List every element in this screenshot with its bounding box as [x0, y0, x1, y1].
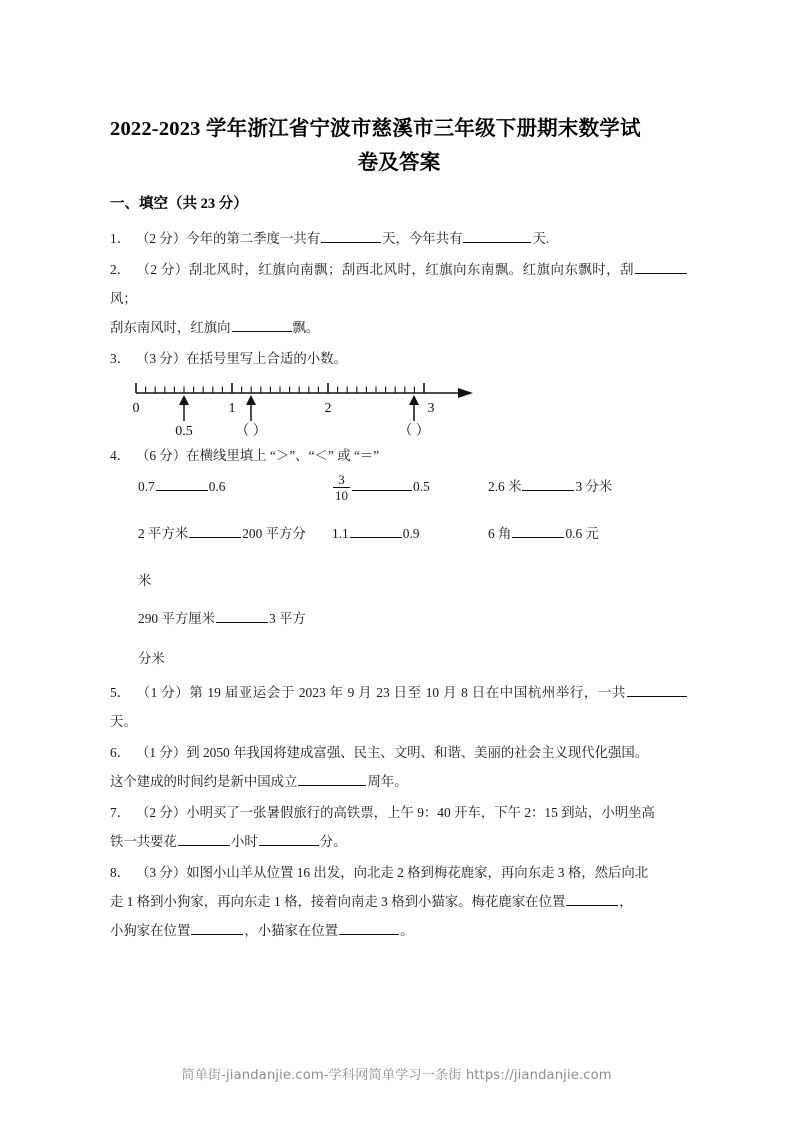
tick-label-2: 2: [324, 401, 332, 416]
comparison-2-3-right: 0.6 元: [565, 526, 599, 541]
question-1: [110, 224, 688, 253]
question-7-blank-1[interactable]: [178, 831, 230, 846]
page-title-line-1: 2022-2023 学年浙江省宁波市慈溪市三年级下册期末数学试: [110, 118, 641, 140]
question-5-points: （1 分）: [136, 685, 190, 700]
question-2-text-part-2: 风；: [110, 291, 137, 306]
comparison-1-1-blank[interactable]: [156, 476, 208, 491]
comparison-2-2-left: 1.1: [332, 526, 349, 541]
question-2-text-part-4: 飘。: [292, 320, 320, 335]
question-6-text-part-2: 这个建成的时间约是新中国成立: [110, 774, 298, 789]
comparison-1-3-blank[interactable]: [522, 476, 574, 491]
question-2-number: 2．: [110, 262, 131, 277]
comparison-2-2-right: 0.9: [402, 526, 420, 541]
tick-label-1: 1: [228, 401, 236, 416]
comparison-cell-3-1: [138, 604, 306, 633]
comparison-cell-1-3: [488, 472, 612, 501]
question-6: [110, 738, 688, 796]
comparison-2-1-right: 200 平方分: [242, 526, 306, 541]
comparison-2-1-tail: 米: [138, 573, 152, 588]
pointer-arrow-0.5: [179, 395, 189, 421]
question-5-text-part-2: 天。: [110, 714, 137, 729]
question-8-blank-2[interactable]: [191, 920, 243, 935]
question-1-points: （2 分）: [136, 231, 187, 246]
question-8-number: 8．: [110, 865, 131, 880]
comparison-1-3-left: 2.6 米: [488, 479, 522, 494]
question-8-points: （3 分）: [136, 865, 187, 880]
pointer-label-blank-2: （ ）: [398, 424, 430, 439]
question-8-blank-3[interactable]: [339, 920, 399, 935]
comparison-1-3-right: 3 分米: [575, 479, 613, 494]
comparison-1-2-right: 0.5: [413, 479, 430, 494]
comparison-row-3-overflow: [110, 644, 688, 678]
fraction-three-tenths: [333, 472, 350, 503]
comparison-row-2: [110, 519, 688, 566]
question-4-text: 在横线里填上 “＞”、“＜” 或 “＝”: [186, 448, 380, 463]
question-2-points: （2 分）: [136, 262, 189, 277]
pointer-arrow-blank-1: [246, 395, 256, 421]
comparison-2-1-blank[interactable]: [189, 523, 241, 538]
question-1-text-part-1: 今年的第二季度一共有: [186, 231, 321, 246]
question-1-blank-2[interactable]: [463, 228, 531, 243]
question-8-text-part-6: 。: [400, 923, 414, 938]
question-3: [110, 344, 688, 373]
comparison-2-2-blank[interactable]: [350, 523, 402, 538]
pointer-label-0.5: 0.5: [175, 424, 193, 439]
question-2: [110, 255, 688, 342]
comparison-1-2-blank[interactable]: [352, 476, 412, 491]
question-4-number: 4．: [110, 448, 131, 463]
question-1-text-part-2: 天，今年共有: [382, 231, 463, 246]
comparison-3-1-tail: 分米: [138, 651, 165, 666]
question-1-blank-1[interactable]: [321, 228, 381, 243]
fraction-denominator: 10: [335, 488, 348, 503]
question-8-text-part-1: 如图小山羊从位置 16 出发，向北走 2 格到梅花鹿家，再向东走 3 格，然后向北: [186, 865, 649, 880]
question-6-text-part-3: 周年。: [367, 774, 408, 789]
question-2-blank-1[interactable]: [635, 259, 687, 274]
comparison-3-1-right: 3 平方: [269, 611, 306, 626]
question-7-points: （2 分）: [136, 805, 187, 820]
footer-watermark: 简单街-jiandanjie.com-学科网简单学习一条街 https://jiandanjie.com: [181, 1068, 612, 1083]
comparison-row-2-overflow: [110, 566, 688, 604]
question-8: [110, 858, 688, 945]
minor-ticks: [146, 387, 415, 394]
page-title-line-2: 卷及答案: [357, 152, 441, 174]
comparison-cell-1-1: [138, 472, 226, 501]
section-heading: 一、填空（共 23 分）: [110, 196, 248, 212]
question-6-number: 6．: [110, 745, 131, 760]
question-7: [110, 798, 688, 856]
question-7-text-part-2: 铁一共要花: [110, 834, 177, 849]
comparison-2-3-left: 6 角: [488, 526, 512, 541]
axis-arrowhead: [458, 388, 473, 398]
comparison-1-1-left: 0.7: [138, 479, 155, 494]
question-8-text-part-2: 走 1 格到小狗家，再向东走 1 格，接着向南走 3 格到小猫家。梅花鹿家在位置: [110, 894, 566, 909]
comparison-3-1-blank[interactable]: [216, 608, 268, 623]
pointer-arrow-blank-2: [409, 395, 419, 421]
question-4-points: （6 分）: [136, 448, 187, 463]
question-5-blank-1[interactable]: [627, 682, 687, 697]
tick-label-0: 0: [132, 401, 140, 416]
question-3-text: 在括号里写上合适的小数。: [186, 351, 347, 366]
question-5-number: 5．: [110, 685, 131, 700]
comparison-cell-1-2: [332, 472, 430, 503]
comparison-cell-2-3: [488, 519, 599, 548]
question-3-number: 3．: [110, 351, 131, 366]
comparison-row-1: [110, 472, 688, 519]
question-7-text-part-1: 小明买了一张暑假旅行的高铁票，上午 9：40 开车，下午 2：15 到站，小明坐高: [186, 805, 655, 820]
document-content: [110, 112, 688, 947]
comparison-grid: [110, 472, 688, 678]
comparison-2-3-blank[interactable]: [512, 523, 564, 538]
question-8-blank-1[interactable]: [566, 891, 618, 906]
question-4: [110, 441, 688, 470]
question-5-text-part-1: 第 19 届亚运会于 2023 年 9 月 23 日至 10 月 8 日在中国杭州举行，一共: [189, 685, 627, 700]
question-2-text-part-3: 刮东南风时，红旗向: [110, 320, 231, 335]
question-7-blank-2[interactable]: [259, 831, 319, 846]
question-7-number: 7．: [110, 805, 131, 820]
fraction-numerator: 3: [333, 472, 350, 488]
comparison-1-1-right: 0.6: [208, 479, 226, 494]
number-line-svg: [128, 377, 488, 439]
pointer-label-blank-1: （ ）: [235, 424, 267, 439]
question-1-text-part-3: 天.: [532, 231, 550, 246]
comparison-3-1-left: 290 平方厘米: [138, 611, 215, 626]
tick-label-3: 3: [427, 401, 435, 416]
question-8-text-part-4: 小狗家在位置: [110, 923, 191, 938]
comparison-2-1-left: 2 平方米: [138, 526, 189, 541]
question-6-text-part-1: 到 2050 年我国将建成富强、民主、文明、和谐、美丽的社会主义现代化强国。: [186, 745, 649, 760]
question-6-points: （1 分）: [136, 745, 187, 760]
question-2-text-part-1: 刮北风时，红旗向南飘；刮西北风时，红旗向东南飘。红旗向东飘时，刮: [188, 262, 635, 277]
question-1-number: 1．: [110, 231, 131, 246]
question-8-text-part-3: ，: [619, 894, 633, 909]
question-6-blank-1[interactable]: [298, 771, 366, 786]
question-3-points: （3 分）: [136, 351, 187, 366]
page-title: [110, 112, 688, 180]
number-line-figure: [110, 377, 688, 439]
question-7-text-part-4: 分。: [319, 834, 347, 849]
question-8-text-part-5: ，小猫家在位置: [244, 923, 339, 938]
question-2-blank-2[interactable]: [232, 317, 292, 332]
comparison-cell-2-1: [138, 519, 306, 548]
comparison-row-3: [110, 604, 688, 644]
question-5: [110, 678, 688, 736]
comparison-cell-2-2: [332, 519, 420, 548]
question-7-text-part-3: 小时: [230, 834, 258, 849]
